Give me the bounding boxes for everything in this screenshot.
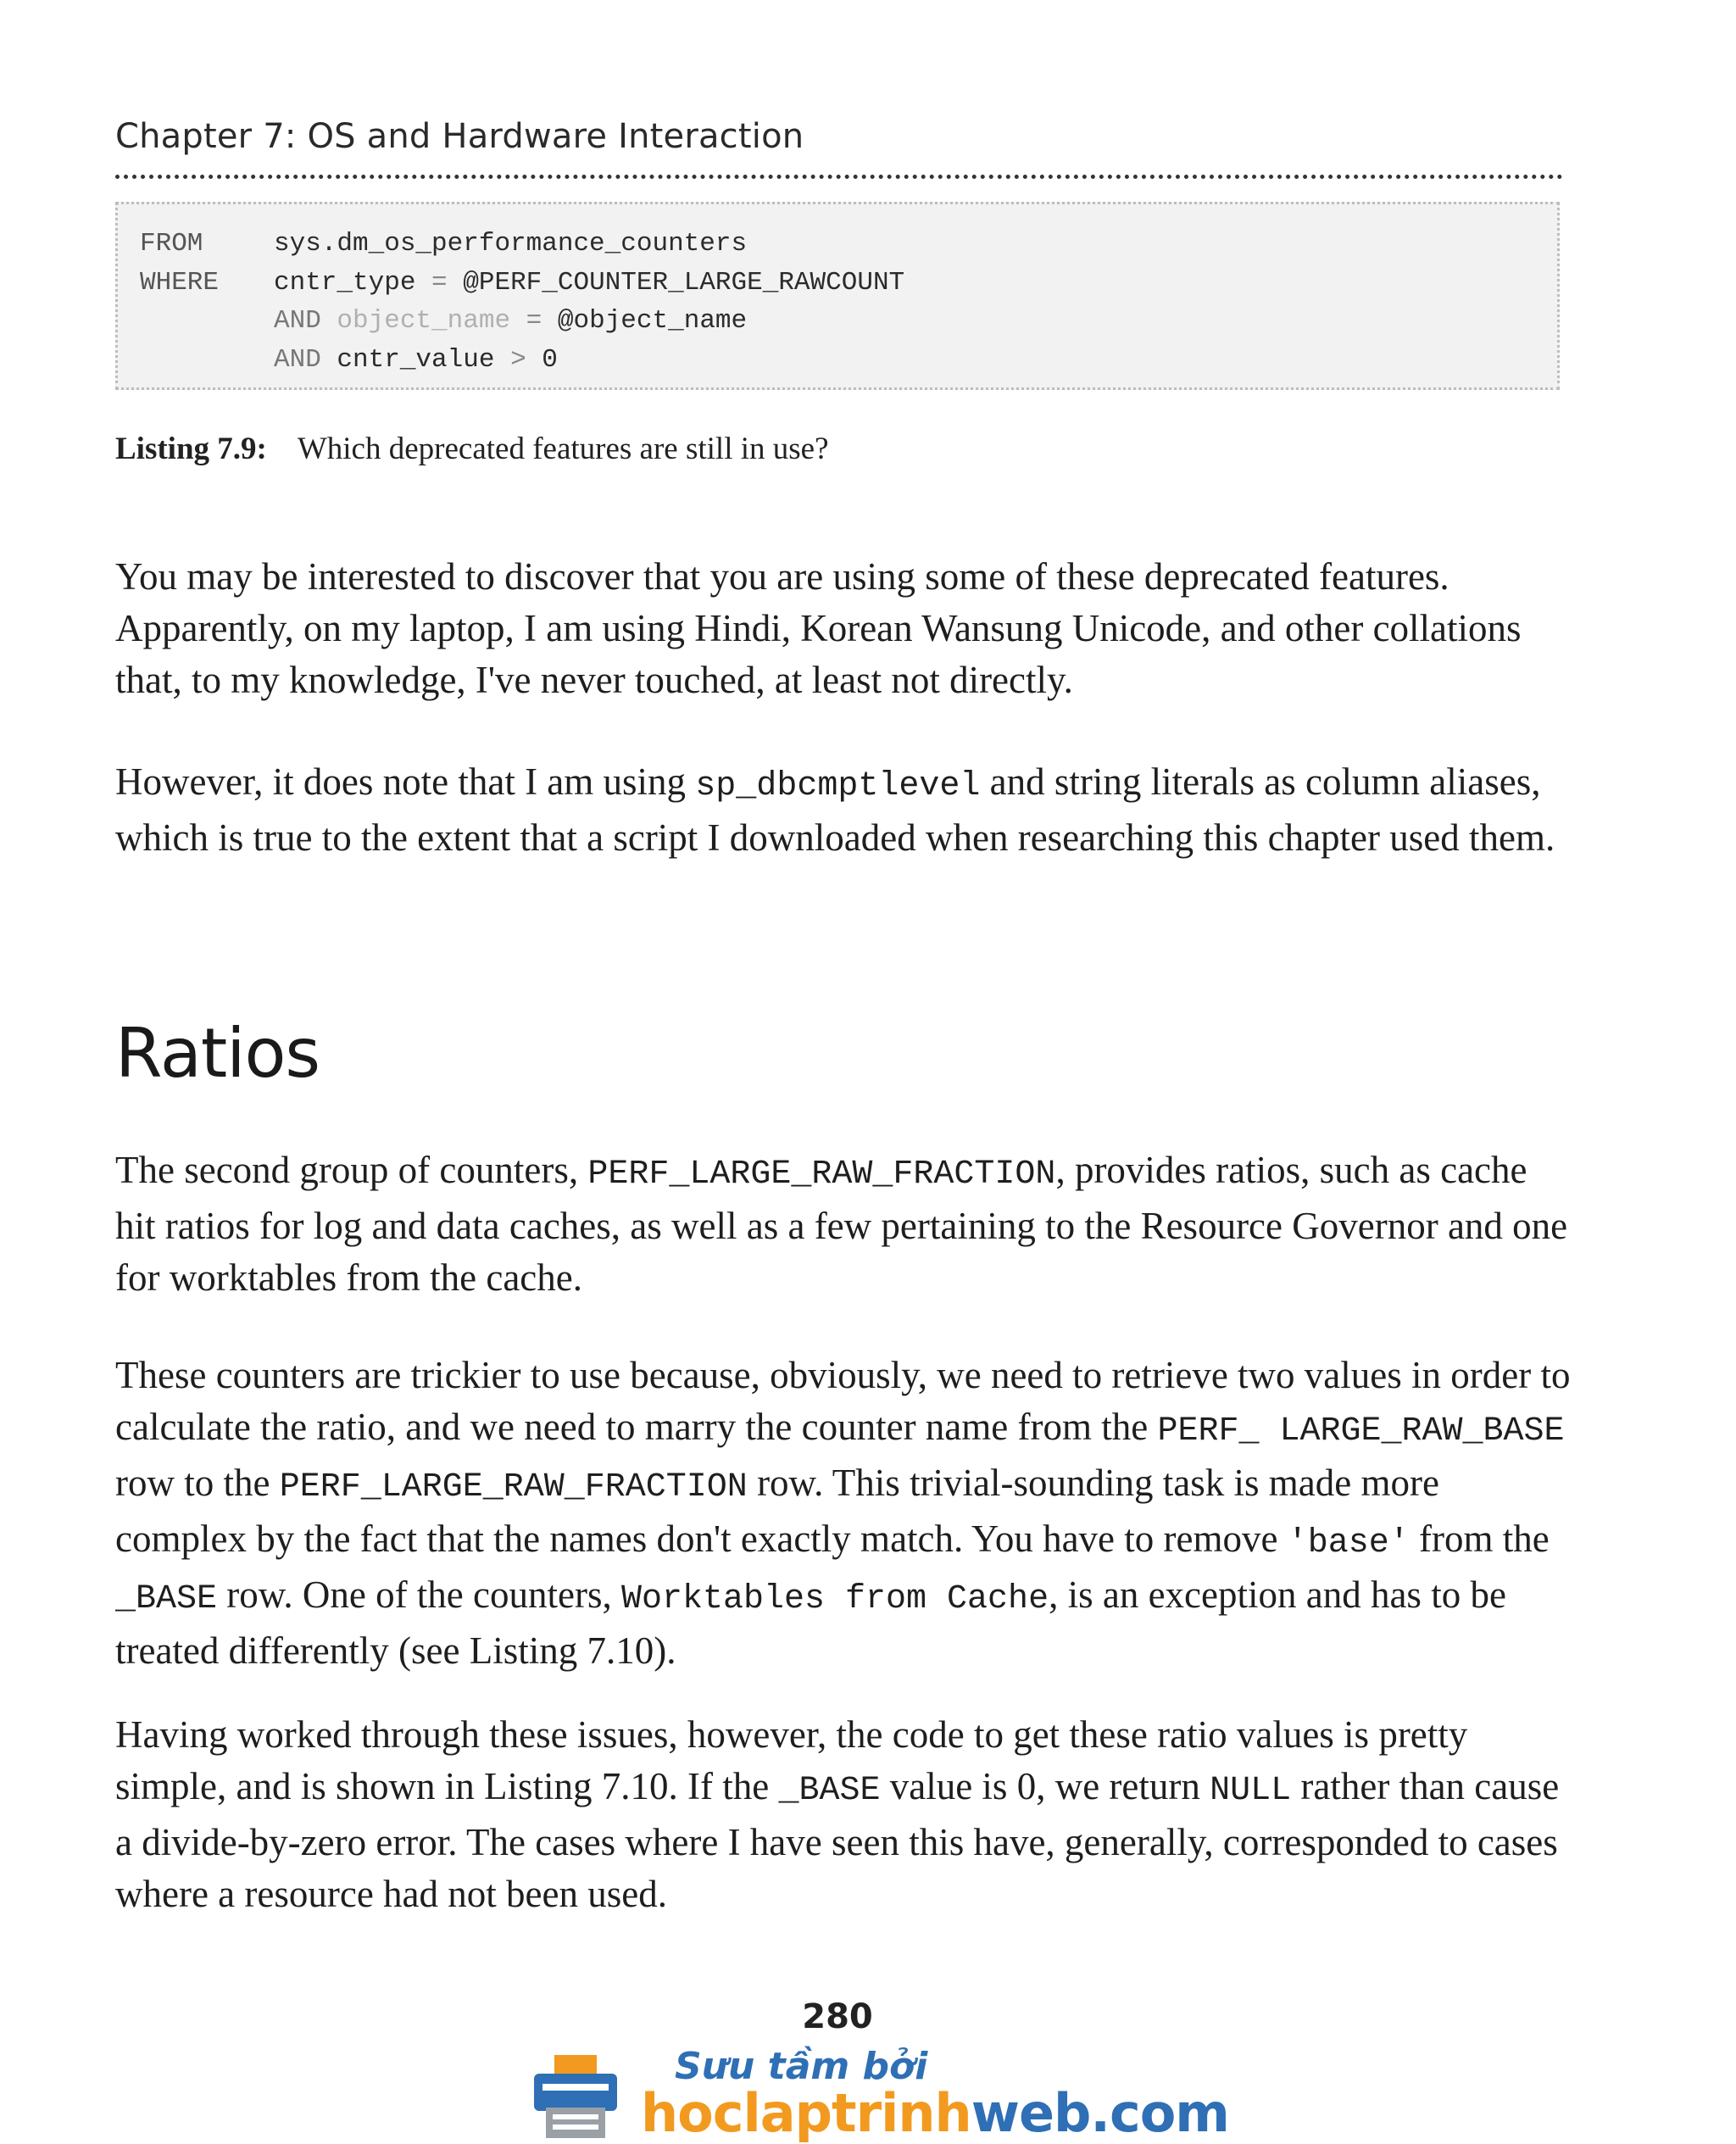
code-line: [118, 264, 1557, 303]
code-operator: =: [526, 306, 542, 336]
code-value: @PERF_COUNTER_LARGE_RAWCOUNT: [463, 267, 905, 298]
paragraph-text: , is an exception and has to be treated differently (see Listing 7.10).: [115, 1573, 1506, 1672]
paragraph-text: These counters are trickier to use because, obviously, we need to retrieve two values in order to calculate the ratio, and we need to marry the counter name from the: [115, 1354, 1571, 1448]
header-rule: [115, 175, 1563, 179]
paragraph-ratio-values: [115, 1709, 1573, 1920]
code-and: AND: [274, 306, 321, 336]
code-keyword: FROM: [140, 229, 203, 259]
listing-caption-text: Which deprecated features are still in use?: [297, 432, 829, 466]
paragraph-text: The second group of counters,: [115, 1149, 588, 1191]
paragraph-text: from the: [1409, 1518, 1550, 1560]
watermark: [531, 2045, 1229, 2144]
code-operator: >: [510, 344, 526, 375]
code-line: [118, 341, 1557, 380]
page-number: 280: [802, 1997, 873, 2036]
code-column: cntr_type: [274, 267, 416, 298]
inline-code: 'base': [1287, 1524, 1410, 1562]
inline-code: PERF_ LARGE_RAW_BASE: [1157, 1412, 1565, 1451]
paragraph-trickier-counters: [115, 1350, 1573, 1677]
code-operator: =: [431, 267, 448, 298]
paragraph-deprecated-features: [115, 551, 1573, 706]
code-keyword: WHERE: [140, 267, 220, 298]
code-column: cntr_value: [337, 344, 495, 375]
chapter-title: Chapter 7: OS and Hardware Interaction: [115, 117, 804, 156]
paragraph-text: Having worked through these issues, however, the code to get these ratio values is pretty simple, and is shown in Listing 7.10. If the: [115, 1713, 1468, 1807]
paragraph-text: and string literals as column aliases, which is true to the extent that a script I downloaded when researching this chapter used them.: [115, 760, 1555, 859]
paragraph-text: row. This trivial-sounding task is made more complex by the fact that the names don't exactly match. You have to remove: [115, 1462, 1439, 1560]
section-heading: Ratios: [115, 1014, 320, 1093]
listing-label: Listing 7.9:: [115, 432, 267, 466]
inline-code: NULL: [1210, 1772, 1292, 1810]
watermark-site-part: hoclaptrinh: [641, 2082, 971, 2144]
code-listing: [115, 202, 1560, 390]
inline-code: _BASE: [115, 1580, 218, 1618]
paragraph-text: However, it does note that I am using: [115, 760, 696, 803]
code-and: AND: [274, 344, 321, 375]
paragraph-text: You may be interested to discover that you are using some of these deprecated features. Apparently, on my laptop, I am using Hindi, Korean Wansung Unicode, and other collations that, to my knowledge, I've never touched, at least not directly.: [115, 555, 1522, 701]
code-text: sys.dm_os_performance_counters: [274, 229, 748, 259]
code-line: [118, 302, 1557, 341]
paragraph-text: row. One of the counters,: [217, 1573, 621, 1616]
listing-caption: [115, 431, 829, 467]
watermark-site-part: web.com: [971, 2082, 1229, 2144]
paragraph-text: , provides ratios, such as cache hit ratios for log and data caches, as well as a few pertaining to the Resource Governor and one for worktables from the cache.: [115, 1149, 1568, 1299]
paragraph-text: value is 0, we return: [880, 1765, 1210, 1807]
watermark-site: [641, 2082, 1229, 2144]
printer-logo-icon: [531, 2052, 620, 2141]
inline-code: sp_dbcmptlevel: [695, 767, 981, 805]
inline-code: PERF_LARGE_RAW_FRACTION: [587, 1156, 1056, 1194]
inline-code: Worktables from Cache: [620, 1580, 1049, 1618]
paragraph-text: row to the: [115, 1462, 280, 1504]
code-line: [118, 225, 1557, 264]
inline-code: _BASE: [778, 1772, 881, 1810]
inline-code: PERF_LARGE_RAW_FRACTION: [279, 1468, 748, 1506]
paragraph-sp-dbcmptlevel: [115, 756, 1573, 864]
code-value: 0: [542, 344, 558, 375]
code-column: object_name: [337, 306, 511, 336]
watermark-tagline: Sưu tầm bởi: [675, 2045, 928, 2088]
paragraph-second-group: [115, 1144, 1573, 1304]
code-value: @object_name: [557, 306, 748, 336]
paragraph-text: rather than cause a divide-by-zero error. The cases where I have seen this have, generally, corresponded to cases where a resource had not been used.: [115, 1765, 1560, 1915]
